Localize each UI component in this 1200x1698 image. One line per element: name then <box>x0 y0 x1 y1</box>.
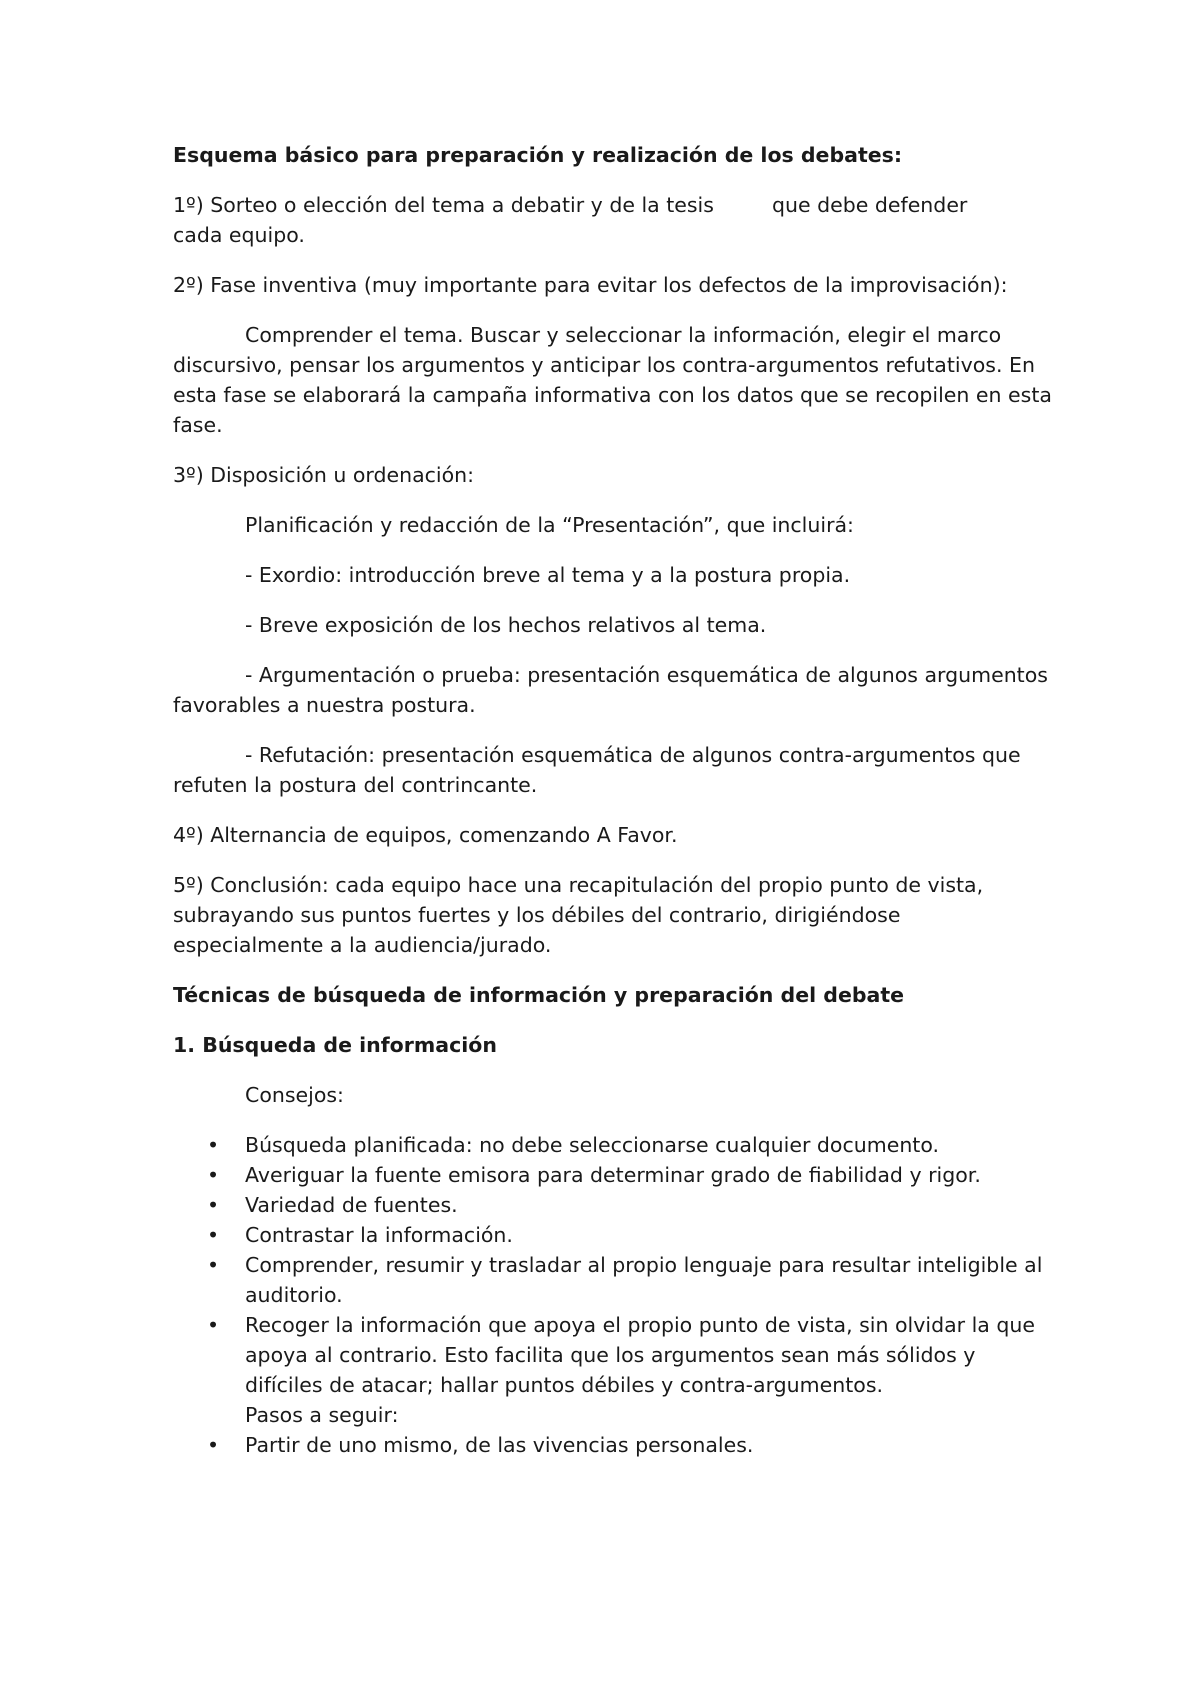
step-1-text-c: cada equipo. <box>173 223 305 247</box>
bullet-icon: • <box>207 1313 220 1337</box>
bullet-icon: • <box>207 1433 220 1457</box>
bullet-icon: • <box>207 1223 220 1247</box>
section-2-title: Técnicas de búsqueda de información y preparación del debate <box>173 983 905 1007</box>
list-item <box>173 1430 1053 1460</box>
list-item-text: Búsqueda planificada: no debe seleccionarse cualquier documento. <box>245 1133 940 1157</box>
step-3-heading: 3º) Disposición u ordenación: <box>173 463 475 487</box>
subsection-1-title: 1. Búsqueda de información <box>173 1033 497 1057</box>
list-item-text: Partir de uno mismo, de las vivencias personales. <box>245 1433 754 1457</box>
step-1-text-a: 1º) Sorteo o elección del tema a debatir y de la tesis <box>173 193 714 217</box>
document-page <box>173 140 1053 1460</box>
list-item <box>173 1310 1053 1400</box>
list-item <box>173 1220 1053 1250</box>
pasos-label: Pasos a seguir: <box>245 1403 399 1427</box>
step-3-item: - Breve exposición de los hechos relativos al tema. <box>245 613 767 637</box>
list-item-text: Variedad de fuentes. <box>245 1193 458 1217</box>
step-3-item: - Refutación: presentación esquemática de algunos contra-argumentos que refuten la postura del contrincante. <box>173 743 1021 797</box>
list-item-text: Comprender, resumir y trasladar al propio lenguaje para resultar inteligible al auditorio. <box>245 1253 1043 1307</box>
bullet-icon: • <box>207 1163 220 1187</box>
document-title: Esquema básico para preparación y realización de los debates: <box>173 143 903 167</box>
list-item <box>173 1190 1053 1220</box>
list-item <box>173 1130 1053 1160</box>
step-3-intro: Planificación y redacción de la “Presentación”, que incluirá: <box>245 513 854 537</box>
bullet-icon: • <box>207 1133 220 1157</box>
list-item <box>173 1250 1053 1310</box>
pasos-list <box>173 1430 1053 1460</box>
bullet-icon: • <box>207 1193 220 1217</box>
step-2-body: Comprender el tema. Buscar y seleccionar la información, elegir el marco discursivo, pensar los argumentos y anticipar los contra-argumentos refutativos. En esta fase se elaborará la campaña informativa con los datos que se recopilen en esta fase. <box>173 323 1052 437</box>
consejos-label: Consejos: <box>245 1083 344 1107</box>
step-1-text-b: que debe defender <box>771 193 968 217</box>
step-3-item: - Exordio: introducción breve al tema y a la postura propia. <box>245 563 851 587</box>
list-item-text: Contrastar la información. <box>245 1223 513 1247</box>
consejos-list <box>173 1130 1053 1400</box>
list-item-text: Averiguar la fuente emisora para determinar grado de fiabilidad y rigor. <box>245 1163 981 1187</box>
list-item <box>173 1160 1053 1190</box>
step-5: 5º) Conclusión: cada equipo hace una recapitulación del propio punto de vista, subrayando sus puntos fuertes y los débiles del contrario, dirigiéndose especialmente a la audiencia/jurado. <box>173 873 984 957</box>
bullet-icon: • <box>207 1253 220 1277</box>
list-item-text: Recoger la información que apoya el propio punto de vista, sin olvidar la que apoya al contrario. Esto facilita que los argumentos sean más sólidos y difíciles de atacar; hallar puntos débiles y contra-argumentos. <box>245 1313 1035 1397</box>
step-2-heading: 2º) Fase inventiva (muy importante para evitar los defectos de la improvisación): <box>173 273 1008 297</box>
step-4: 4º) Alternancia de equipos, comenzando A Favor. <box>173 823 678 847</box>
step-3-item: - Argumentación o prueba: presentación esquemática de algunos argumentos favorables a nuestra postura. <box>173 663 1048 717</box>
step-1 <box>173 190 1053 250</box>
